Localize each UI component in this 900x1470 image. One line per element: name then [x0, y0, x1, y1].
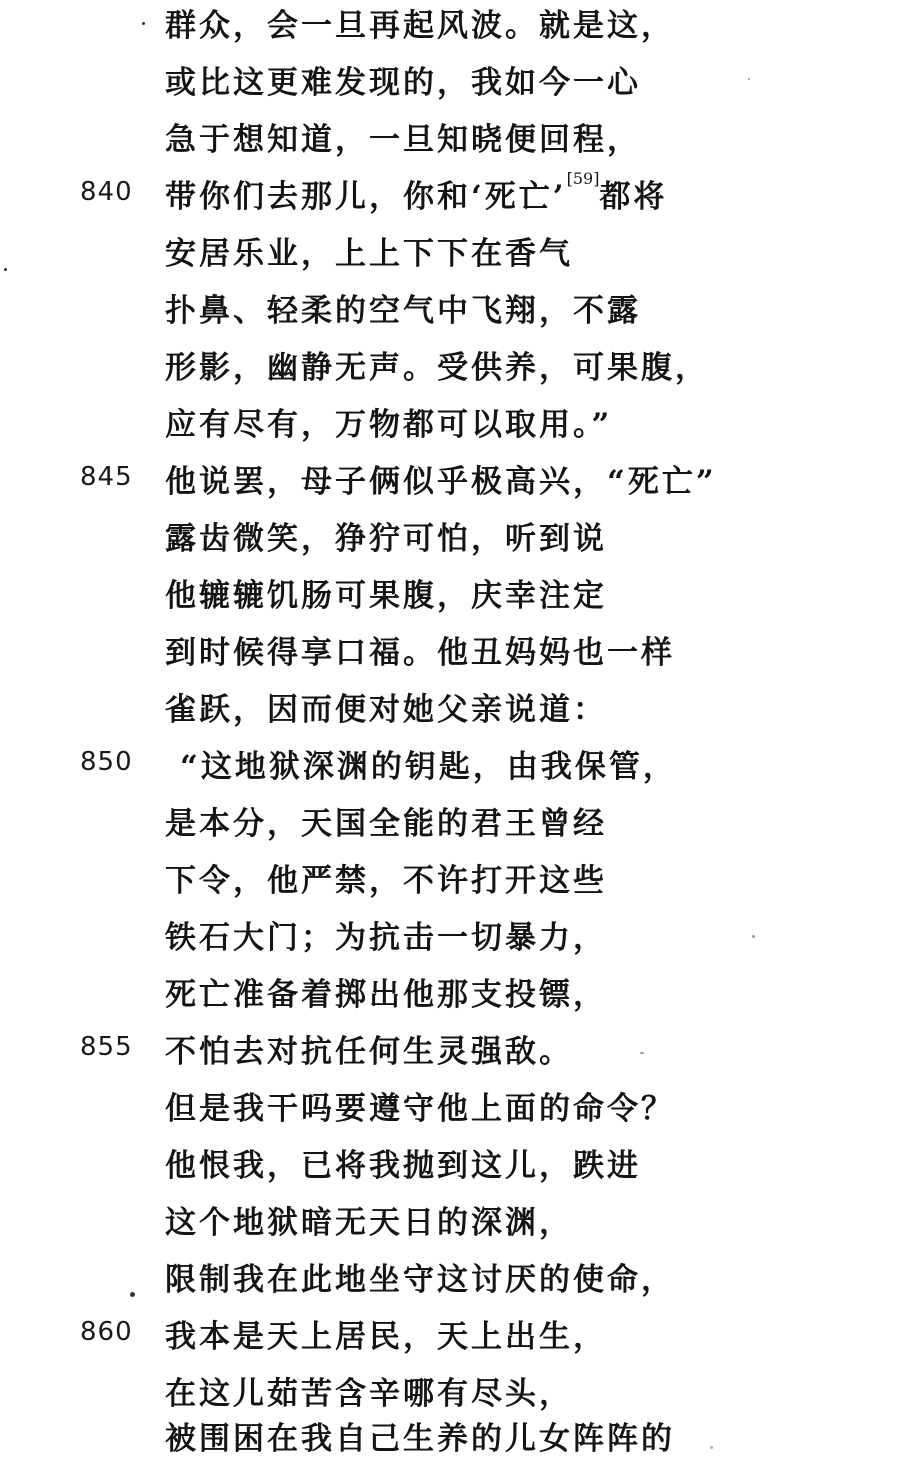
line-text: 我本是天上居民，天上出生，: [165, 1319, 607, 1355]
line-text: 他说罢，母子俩似乎极高兴，“死亡”: [165, 464, 717, 500]
line-text: “这地狱深渊的钥匙，由我保管，: [180, 749, 677, 785]
poem-line: [0, 1311, 900, 1368]
scan-speck: [142, 22, 145, 25]
line-text-tail: 都将: [599, 179, 668, 215]
scan-speck: [710, 1446, 713, 1449]
poem-line: [0, 1083, 900, 1140]
line-number: 840: [80, 177, 133, 207]
scan-speck: [4, 268, 7, 271]
line-number: 850: [80, 747, 133, 777]
line-text: 露齿微笑，狰狞可怕，听到说: [165, 521, 607, 557]
line-text: 应有尽有，万物都可以取用。”: [165, 407, 613, 443]
line-number: 845: [80, 462, 133, 492]
poem-line: [0, 513, 900, 570]
line-text: 被围困在我自己生养的儿女阵阵的: [165, 1421, 675, 1457]
poem-line: [0, 1140, 900, 1197]
line-text: 或比这更难发现的，我如今一心: [165, 65, 641, 101]
poem-line: [0, 855, 900, 912]
poem-line: [0, 399, 900, 456]
line-number: 855: [80, 1032, 133, 1062]
line-text: 到时候得享口福。他丑妈妈也一样: [165, 635, 675, 671]
poem-line: [0, 798, 900, 855]
line-text: 死亡准备着掷出他那支投镖，: [165, 977, 607, 1013]
poem-line: [0, 456, 900, 513]
poem-line: [0, 684, 900, 741]
poem-line: [0, 57, 900, 114]
line-text: 急于想知道，一旦知晓便回程，: [165, 122, 641, 158]
line-text: 限制我在此地坐守这讨厌的使命，: [165, 1262, 675, 1298]
poem-line: [0, 1197, 900, 1254]
scan-speck: [640, 1052, 644, 1054]
scan-speck: [748, 78, 750, 80]
poem-line: [0, 0, 900, 57]
line-text-main: 带你们去那儿，你和‘死亡’: [165, 179, 567, 215]
poem-line: [0, 570, 900, 627]
scan-speck: [130, 1292, 135, 1297]
poem-line: [0, 912, 900, 969]
poem-line: [0, 171, 900, 228]
line-text: 但是我干吗要遵守他上面的命令？: [165, 1091, 675, 1127]
line-text: 安居乐业，上上下下在香气: [165, 236, 573, 272]
line-text: 这个地狱暗无天日的深渊，: [165, 1205, 573, 1241]
poem-line: [0, 1026, 900, 1083]
line-text: 扑鼻、轻柔的空气中飞翔，不露: [165, 293, 641, 329]
line-number: 860: [80, 1317, 133, 1347]
line-text: 他辘辘饥肠可果腹，庆幸注定: [165, 578, 607, 614]
poem-line: [0, 285, 900, 342]
poem-line: [0, 342, 900, 399]
poem-line: [0, 228, 900, 285]
line-text: 雀跃，因而便对她父亲说道：: [165, 692, 607, 728]
line-text: 他恨我，已将我抛到这儿，跌进: [165, 1148, 641, 1184]
poem-line: [0, 741, 900, 798]
line-text: 下令，他严禁，不许打开这些: [165, 863, 607, 899]
scan-speck: [752, 935, 755, 938]
poem-line: [0, 1413, 900, 1470]
line-text: 不怕去对抗任何生灵强敌。: [165, 1034, 573, 1070]
line-text: 形影，幽静无声。受供养，可果腹，: [165, 350, 709, 386]
poem-line: [0, 627, 900, 684]
line-text: [165, 171, 667, 216]
poem-line: [0, 114, 900, 171]
line-text: 在这儿茹苦含辛哪有尽头，: [165, 1376, 573, 1412]
poem-line: [0, 969, 900, 1026]
footnote-marker: [59]: [566, 169, 600, 188]
line-text: 群众，会一旦再起风波。就是这，: [165, 8, 675, 44]
line-text: 铁石大门；为抗击一切暴力，: [165, 920, 607, 956]
poem-line: [0, 1254, 900, 1311]
line-text: 是本分，天国全能的君王曾经: [165, 806, 607, 842]
